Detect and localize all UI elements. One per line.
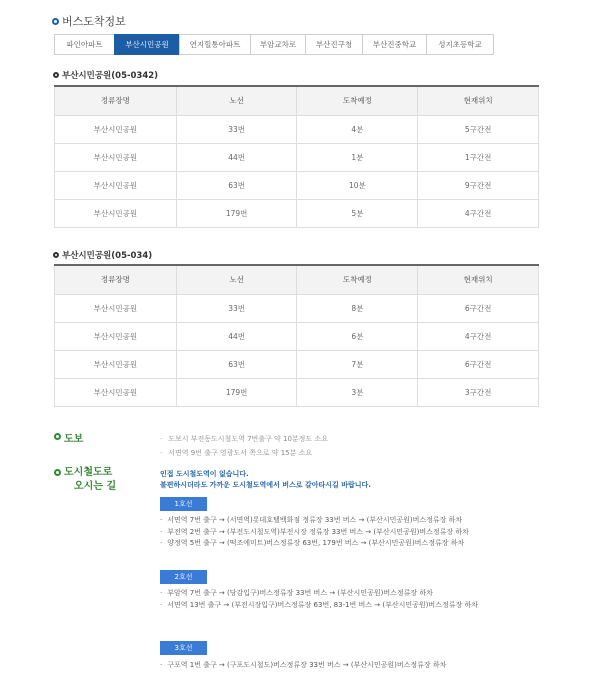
walk-directions [160, 432, 328, 460]
cell: 3분 [297, 378, 418, 406]
column-header: 도착예정 [297, 265, 418, 294]
column-header: 정류장명 [55, 86, 177, 115]
cell: 부산시민공원 [55, 143, 177, 171]
table-row [55, 294, 539, 322]
cell: 33번 [176, 294, 297, 322]
bullet-circle-icon [53, 72, 59, 78]
list-item: · 부전역 2번 출구 → (부전도시철도역)부전시장 정류장 33번 버스 → (부산시민공원)버스정류장 하차 [160, 527, 469, 539]
line-1-badge: 1호선 [160, 497, 207, 511]
list-item: · 서면역 7번 출구 → (서면역)롯데호텔백화점 정류장 33번 버스 → (부산시민공원)버스정류장 하차 [160, 515, 469, 527]
table-row [55, 115, 539, 143]
tab-seongji-elementary[interactable]: 성지초등학교 [426, 34, 494, 55]
subway-label-line2: 오시는 길 [74, 481, 117, 492]
cell: 10분 [297, 171, 418, 199]
stop-title-2 [53, 249, 152, 261]
stop-tabs [54, 34, 493, 55]
cell: 부산시민공원 [55, 378, 177, 406]
cell: 부산시민공원 [55, 115, 177, 143]
walk-label [54, 430, 83, 445]
cell: 9구간전 [418, 171, 539, 199]
stop-title-text: 부산시민공원(05-0342) [62, 71, 159, 81]
cell: 4분 [297, 115, 418, 143]
cell: 63번 [176, 171, 297, 199]
cell: 6구간전 [418, 294, 539, 322]
column-header: 현재위치 [418, 265, 539, 294]
tab-busanjin-gu-office[interactable]: 부산진구청 [305, 34, 363, 55]
table-row [55, 322, 539, 350]
list-item: · 서면역 13번 출구 → (부전시장입구)버스정류장 63번, 83-1번 버스 → (부산시민공원)버스정류장 하차 [160, 600, 560, 612]
line-2-badge: 2호선 [160, 570, 207, 584]
notice-line: 불편하시더라도 가까운 도시철도역에서 버스로 갈아타시길 바랍니다. [160, 481, 371, 489]
table-row [55, 350, 539, 378]
cell: 5구간전 [418, 115, 539, 143]
cell: 부산시민공원 [55, 199, 177, 227]
cell: 63번 [176, 350, 297, 378]
table-row [55, 199, 539, 227]
table-row [55, 143, 539, 171]
cell: 1분 [297, 143, 418, 171]
cell: 3구간전 [418, 378, 539, 406]
bullet-circle-icon [52, 18, 59, 25]
cell: 44번 [176, 143, 297, 171]
subway-label-line1: 도시철도로 [64, 467, 113, 478]
tab-paine-apt[interactable]: 파인아파트 [54, 34, 115, 55]
tab-buam-intersection[interactable]: 부암교차로 [250, 34, 306, 55]
cell: 6구간전 [418, 350, 539, 378]
bullet-circle-icon [53, 252, 59, 258]
walk-label-text: 도보 [64, 434, 84, 445]
line-2-routes [160, 588, 560, 611]
line-1-routes [160, 515, 469, 550]
column-header: 노선 [176, 265, 297, 294]
cell: 179번 [176, 199, 297, 227]
table-row [55, 378, 539, 406]
line-3-badge: 3호선 [160, 641, 207, 655]
column-header: 현재위치 [418, 86, 539, 115]
cell: 부산시민공원 [55, 322, 177, 350]
cell: 부산시민공원 [55, 350, 177, 378]
column-header: 노선 [176, 86, 297, 115]
cell: 부산시민공원 [55, 171, 177, 199]
cell: 33번 [176, 115, 297, 143]
list-item: · 양정역 5번 출구 → (떡조에미트)버스정류장 63번, 179번 버스 → (부산시민공원)버스정류장 하차 [160, 538, 469, 550]
bullet-circle-icon [54, 469, 61, 476]
list-item: · 서면역 9번 출구 영광도서 쪽으로 약 15분 소요 [160, 446, 328, 460]
cell: 7분 [297, 350, 418, 378]
list-item: · 구포역 1번 출구 → (구포도시철도)버스정류장 33번 버스 → (부산시민공원)버스정류장 하차 [160, 660, 446, 672]
cell: 1구간전 [418, 143, 539, 171]
cell: 8분 [297, 294, 418, 322]
subway-label [54, 466, 116, 494]
page-title-text: 버스도착정보 [62, 15, 126, 28]
bullet-circle-icon [54, 433, 61, 440]
subway-notice [160, 469, 371, 491]
arrival-table-1 [54, 85, 539, 228]
column-header: 정류장명 [55, 265, 177, 294]
stop-title-text: 부산시민공원(05-034) [62, 251, 153, 261]
cell: 44번 [176, 322, 297, 350]
notice-line: 인접 도시철도역이 없습니다. [160, 470, 249, 478]
arrival-table-2 [54, 264, 539, 407]
tab-busan-citizens-park[interactable]: 부산시민공원 [114, 34, 180, 55]
cell: 5분 [297, 199, 418, 227]
column-header: 도착예정 [297, 86, 418, 115]
cell: 179번 [176, 378, 297, 406]
cell: 4구간전 [418, 199, 539, 227]
page-title [52, 13, 126, 29]
list-item: · 부암역 7번 출구 → (당감입구)버스정류장 33번 버스 → (부산시민공원)버스정류장 하차 [160, 588, 560, 600]
list-item: · 도보시 부전동도시철도역 7번출구 약 10분정도 소요 [160, 432, 328, 446]
stop-title-1 [53, 69, 158, 81]
cell: 부산시민공원 [55, 294, 177, 322]
table-row [55, 171, 539, 199]
line-3-routes [160, 660, 446, 672]
tab-yeonji-apt[interactable]: 연지힐통아파트 [179, 34, 251, 55]
cell: 4구간전 [418, 322, 539, 350]
cell: 6분 [297, 322, 418, 350]
tab-busanjin-middle-school[interactable]: 부산진중학교 [362, 34, 427, 55]
